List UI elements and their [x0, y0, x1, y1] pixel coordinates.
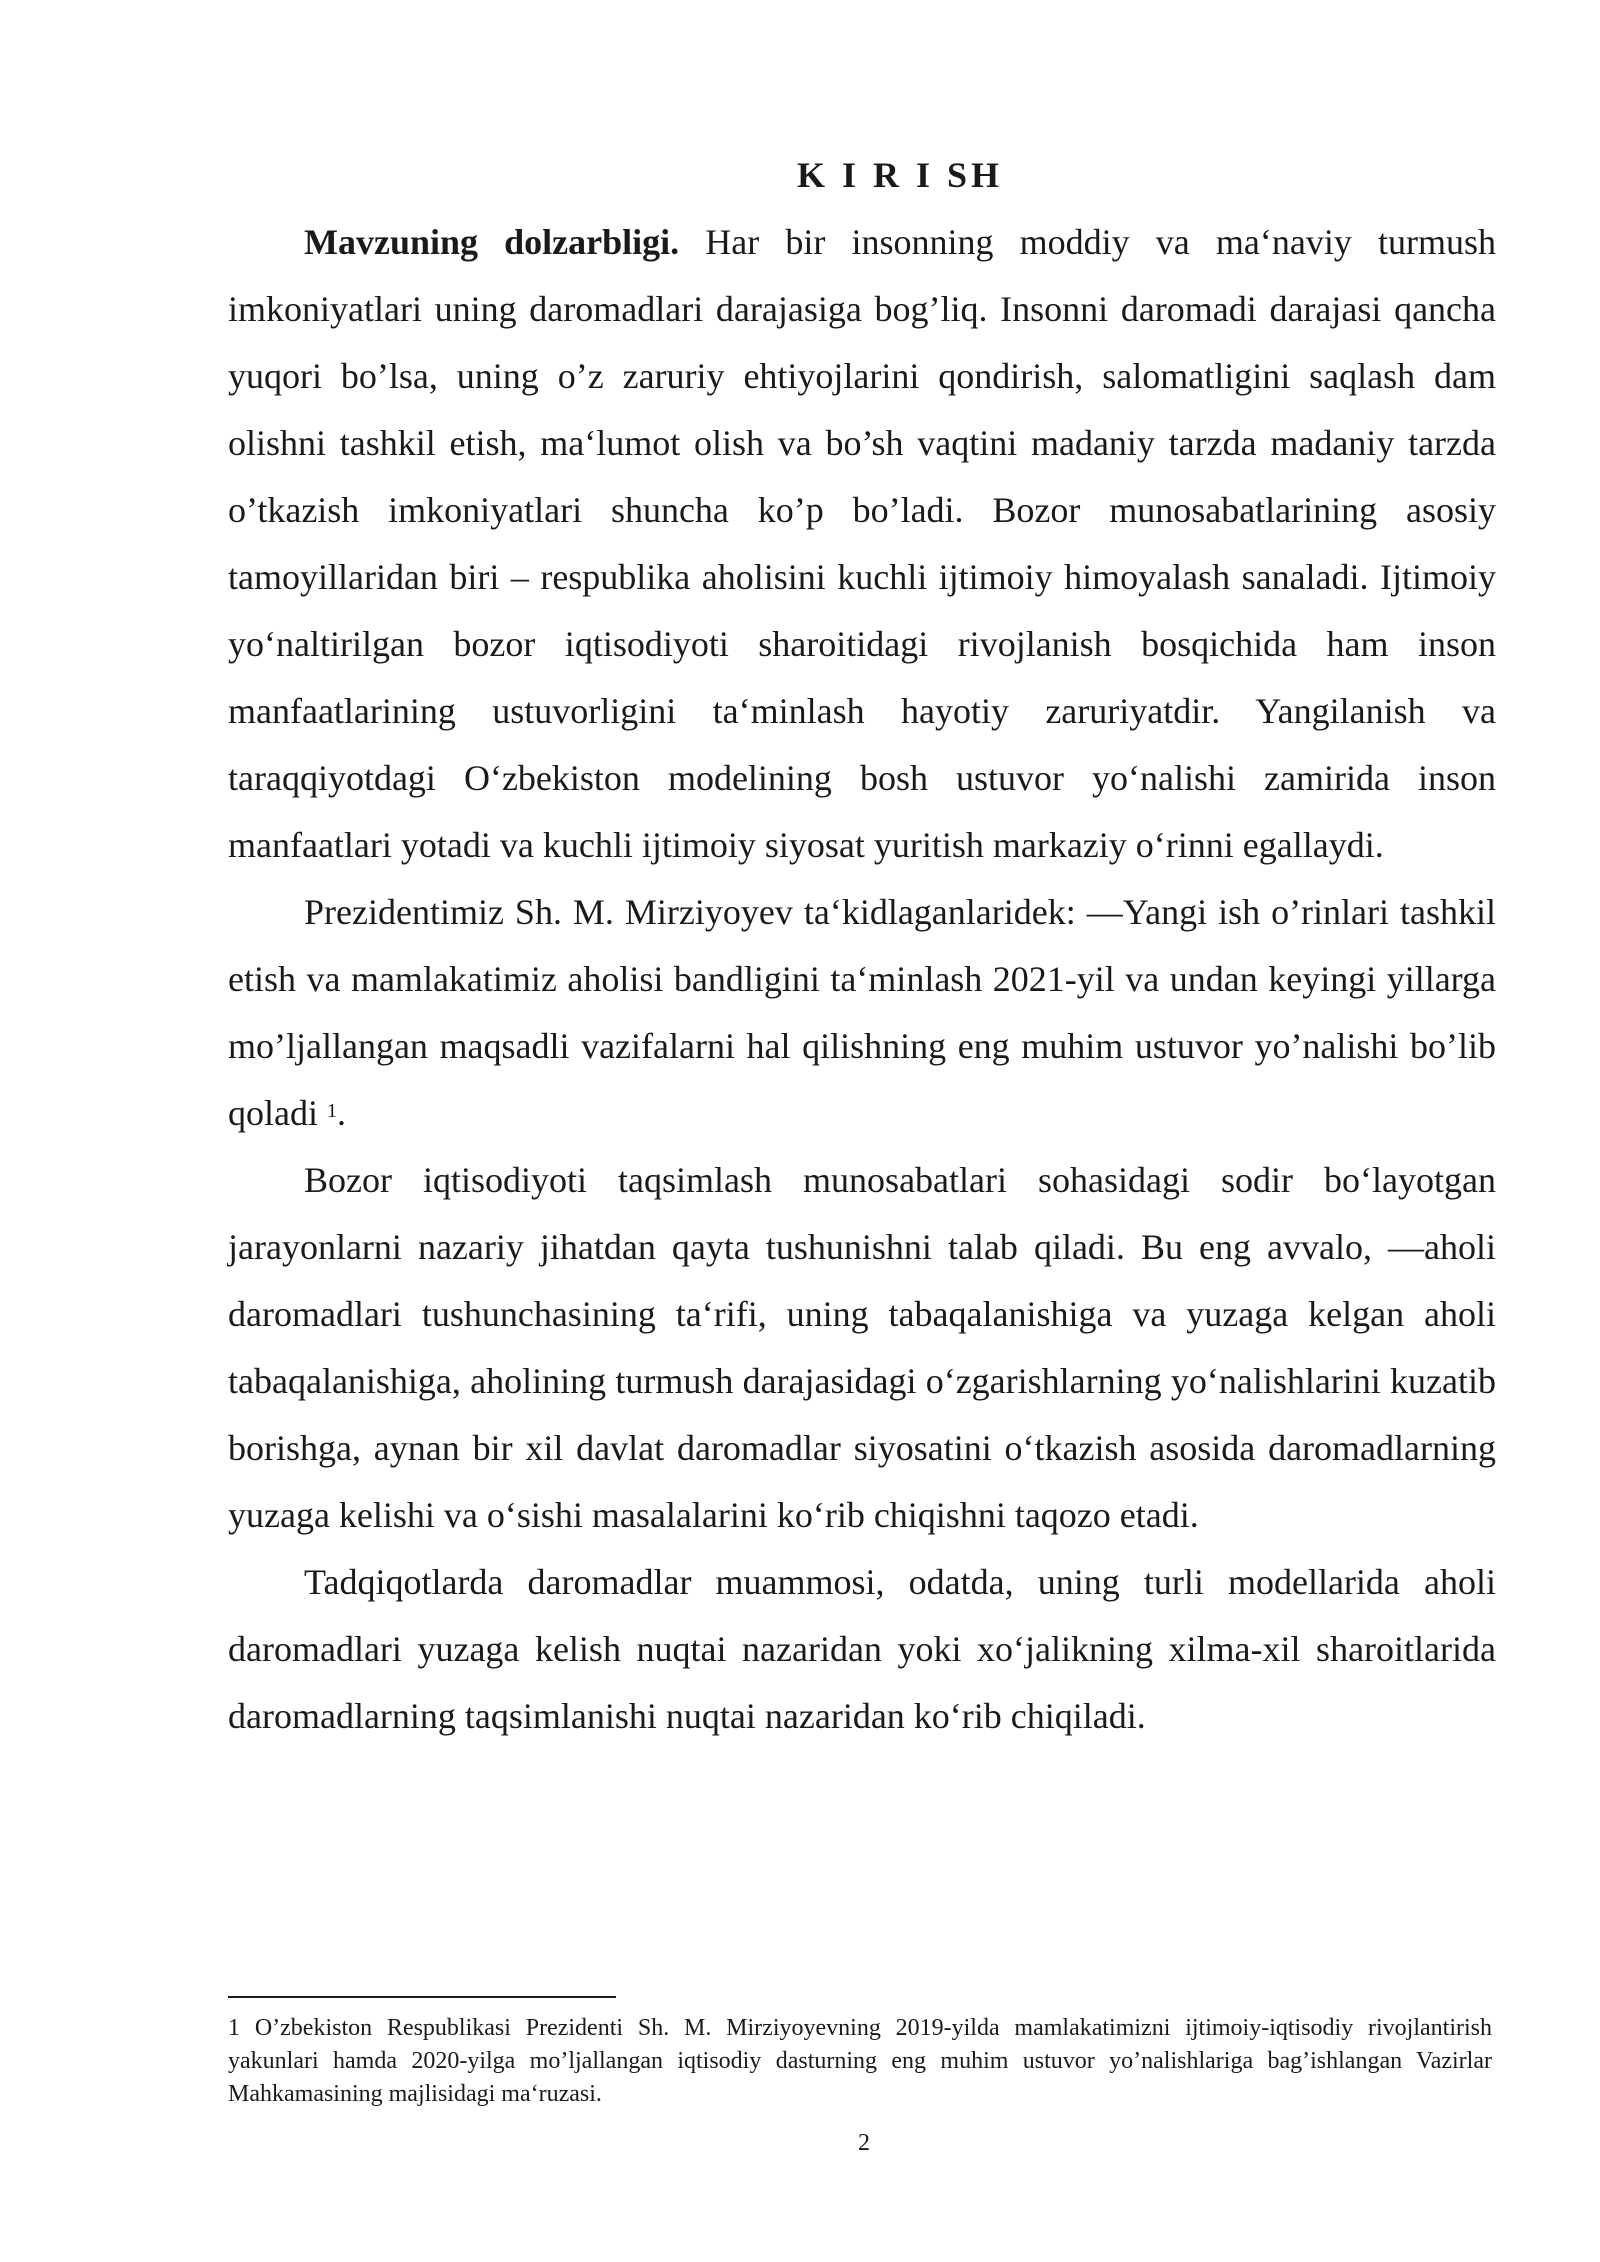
body-text	[228, 209, 1496, 1750]
paragraph-text: Bozor iqtisodiyoti taqsimlash munosabatlari sohasidagi sodir bo‘layotgan jarayonlarni nazariy jihatdan qayta tushunishni talab qiladi. Bu eng avvalo, ―aholi daromadlari tushunchasining ta‘rifi, uning tabaqalanishiga va yuzaga kelgan aholi tabaqalanishiga, aholining turmush darajasidagi o‘zgarishlarning yo‘nalishlarini kuzatib borishga, aynan bir xil davlat daromadlar siyosatini o‘tkazish asosida daromadlarning yuzaga kelishi va o‘sishi masalalarini ko‘rib chiqishni taqozo etadi.	[228, 1160, 1496, 1535]
paragraph-president-quote	[228, 879, 1496, 1147]
paragraph-relevance	[228, 209, 1496, 879]
paragraph-text: Tadqiqotlarda daromadlar muammosi, odatda, uning turli modellarida aholi daromadlari yuzaga kelish nuqtai nazaridan yoki xo‘jalikning xilma-xil sharoitlarida daromadlarning taqsimlanishi nuqtai nazaridan ko‘rib chiqiladi.	[228, 1562, 1496, 1736]
section-title: K I R I SH	[796, 155, 1004, 195]
paragraph-market-economy	[228, 1147, 1496, 1549]
footnote-reference[interactable]: 1	[326, 1100, 337, 1122]
paragraph-tail: .	[336, 1093, 346, 1133]
footnote-text: 1 O’zbekiston Respublikasi Prezidenti Sh. M. Mirziyoyevning 2019-yilda mamlakatimizni ijtimoiy-iqtisodiy rivojlantirish yakunlari hamda 2020-yilga mo’ljallangan iqtisodiy dasturning eng muhim ustuvor yo’nalishlariga bag’ishlangan Vazirlar Mahkamasining majlisidagi ma‘ruzasi.	[228, 2015, 1492, 2107]
paragraph-text: Har bir insonning moddiy va ma‘naviy turmush imkoniyatlari uning daromadlari darajasiga bog’liq. Insonni daromadi darajasi qancha yuqori bo’lsa, uning o’z zaruriy ehtiyojlarini qondirish, salomatligini saqlash dam olishni tashkil etish, ma‘lumot olish va bo’sh vaqtini madaniy tarzda madaniy tarzda o’tkazish imkoniyatlari shuncha ko’p bo’ladi. Bozor munosabatlarining asosiy tamoyillaridan biri – respublika aholisini kuchli ijtimoiy himoyalash sanaladi. Ijtimoiy yo‘naltirilgan bozor iqtisodiyoti sharoitidagi rivojlanish bosqichida ham inson manfaatlarining ustuvorligini ta‘minlash hayotiy zaruriyatdir. Yangilanish va taraqqiyotdagi O‘zbekiston modelining bosh ustuvor yo‘nalishi zamirida inson manfaatlari yotadi va kuchli ijtimoiy siyosat yuritish markaziy o‘rinni egallaydi.	[228, 222, 1497, 865]
paragraph-research	[228, 1549, 1496, 1750]
paragraph-text: Prezidentimiz Sh. M. Mirziyoyev ta‘kidlaganlaridek: ―Yangi ish o’rinlari tashkil etish va mamlakatimiz aholisi bandligini ta‘minlash 2021-yil va undan keyingi yillarga mo’ljallangan maqsadli vazifalarni hal qilishning eng muhim ustuvor yo’nalishi bo’lib qoladi	[228, 892, 1496, 1133]
footnote-divider	[228, 1996, 616, 1998]
page-number: 2	[858, 2130, 870, 2156]
paragraph-lead: Mavzuning dolzarbligi.	[304, 222, 680, 262]
